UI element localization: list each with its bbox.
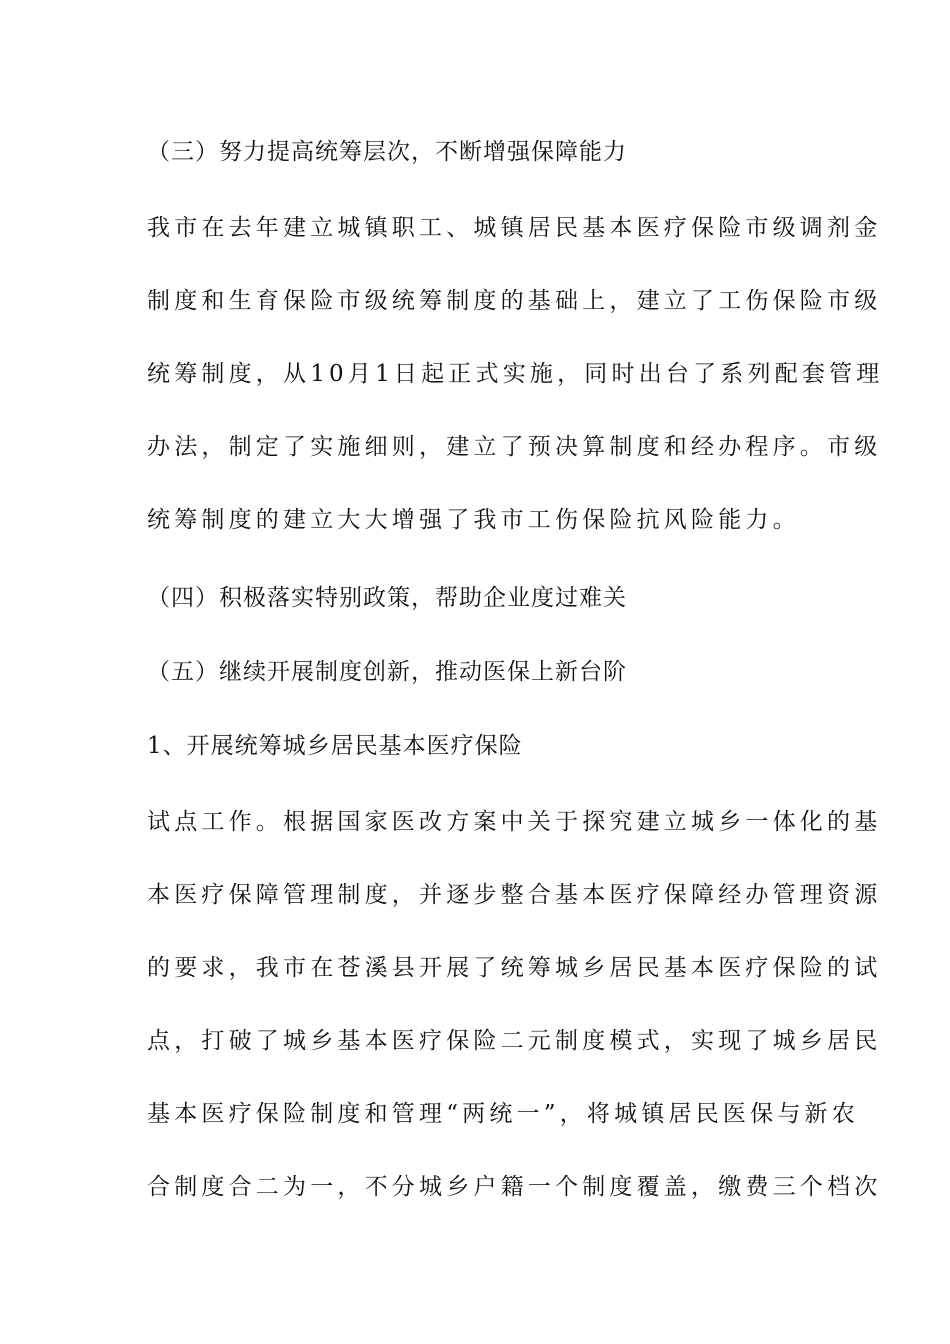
paragraph-2-line-2: 本医疗保障管理制度，并逐步整合基本医疗保障经办管理资源	[147, 882, 882, 908]
section-heading-4: （四）积极落实特别政策，帮助企业度过难关	[147, 585, 627, 611]
paragraph-2-line-4: 点，打破了城乡基本医疗保险二元制度模式，实现了城乡居民	[147, 1028, 882, 1054]
paragraph-2-line-5: 基本医疗保险制度和管理“两统一”，将城镇居民医保与新农	[147, 1101, 859, 1127]
paragraph-1-line-1: 我市在去年建立城镇职工、城镇居民基本医疗保险市级调剂金	[147, 215, 882, 241]
paragraph-1-line-3: 统筹制度，从10月1日起正式实施，同时出台了系列配套管理	[147, 361, 884, 387]
paragraph-1-line-2: 制度和生育保险市级统筹制度的基础上，建立了工伤保险市级	[147, 288, 882, 314]
paragraph-1-line-5: 统筹制度的建立大大增强了我市工伤保险抗风险能力。	[147, 507, 800, 533]
paragraph-2-line-6: 合制度合二为一，不分城乡户籍一个制度覆盖，缴费三个档次	[147, 1174, 882, 1200]
section-heading-5: （五）继续开展制度创新，推动医保上新台阶	[147, 659, 627, 685]
section-heading-3: （三）努力提高统筹层次，不断增强保障能力	[147, 139, 627, 165]
subheading-1: 1、开展统筹城乡居民基本医疗保险	[147, 733, 523, 759]
paragraph-1-line-4: 办法，制定了实施细则，建立了预决算制度和经办程序。市级	[147, 434, 882, 460]
paragraph-2-line-1: 试点工作。根据国家医改方案中关于探究建立城乡一体化的基	[147, 809, 882, 835]
paragraph-2-line-3: 的要求，我市在苍溪县开展了统筹城乡居民基本医疗保险的试	[147, 955, 882, 981]
